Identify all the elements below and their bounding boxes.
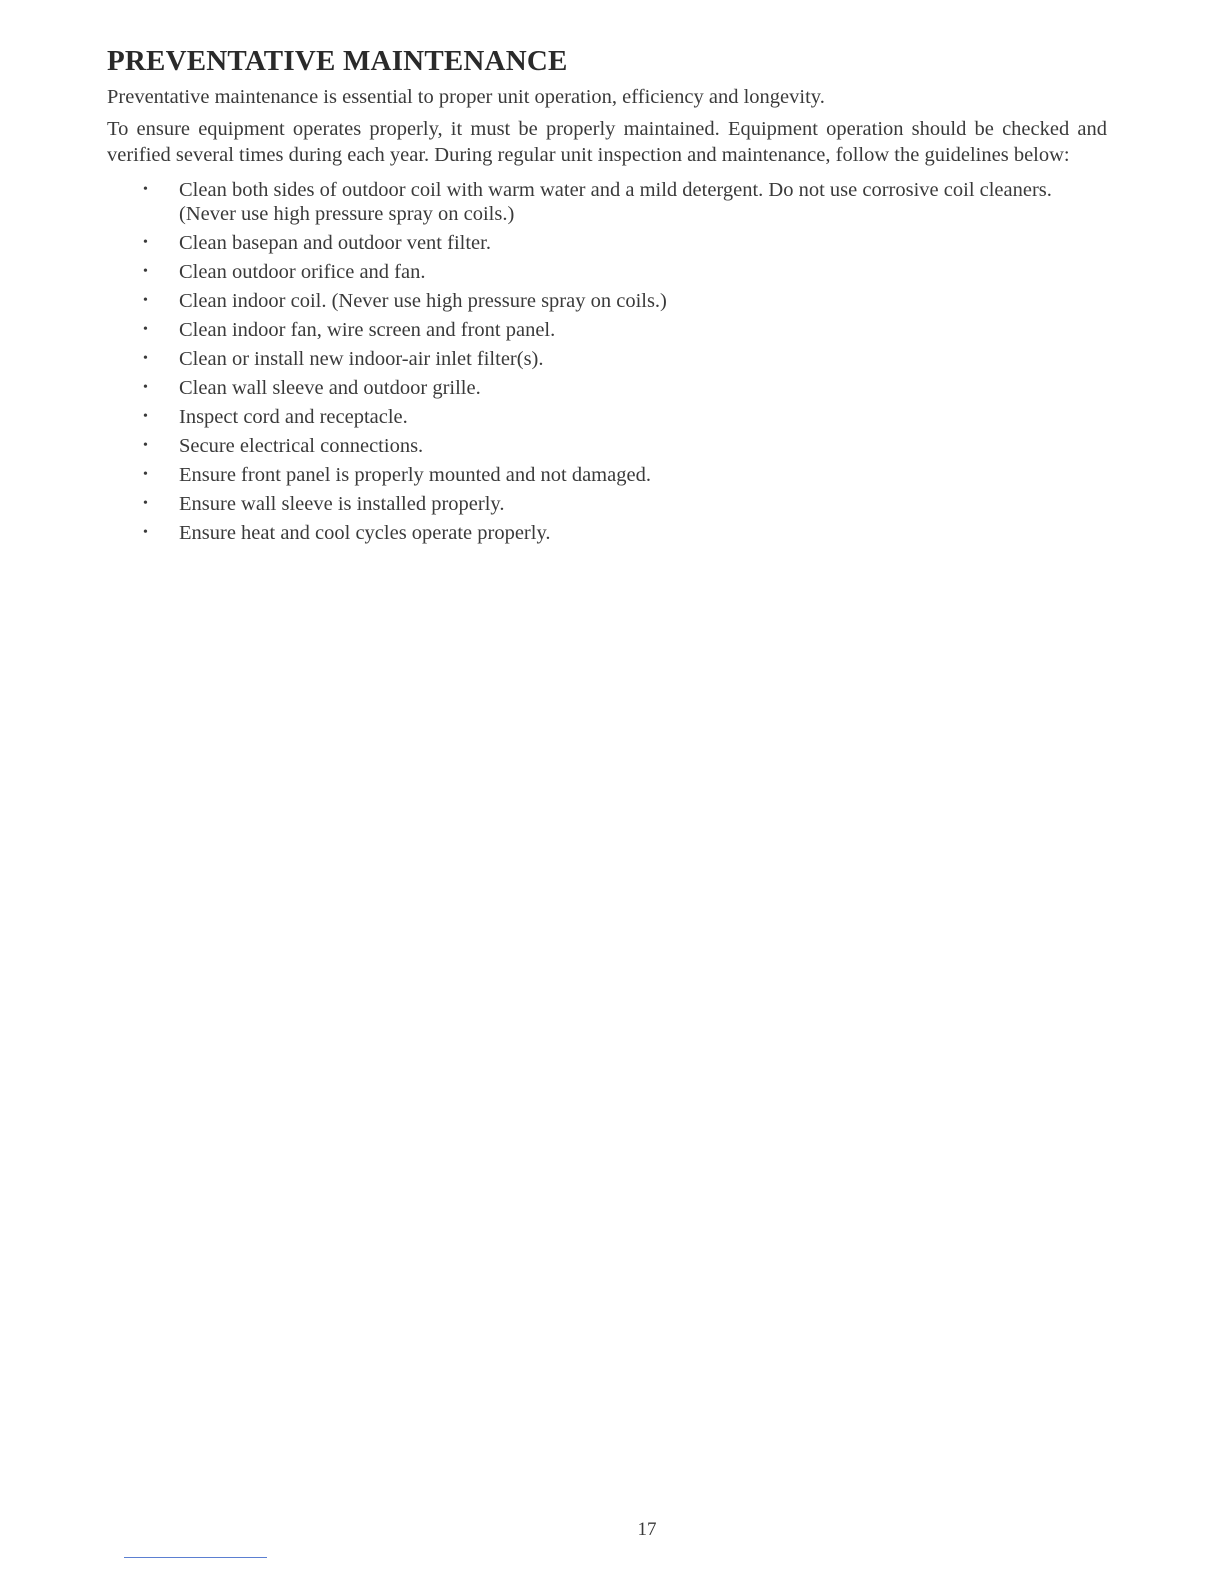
page-content bbox=[107, 44, 1107, 550]
instructions-paragraph: To ensure equipment operates properly, it must be properly maintained. Equipment operation should be checked and verified several times during each year. During regular unit inspection and maintenance, follow the guidelines below: bbox=[107, 118, 1107, 166]
bullet-icon: • bbox=[143, 467, 148, 482]
bullet-icon: • bbox=[143, 525, 148, 540]
list-item bbox=[107, 178, 1107, 226]
bullet-icon: • bbox=[143, 438, 148, 453]
list-item-text: Ensure heat and cool cycles operate properly. bbox=[179, 522, 551, 544]
bullet-icon: • bbox=[143, 351, 148, 366]
page-number: 17 bbox=[637, 1519, 657, 1540]
list-item-text: Clean basepan and outdoor vent filter. bbox=[179, 232, 491, 254]
intro-paragraph: Preventative maintenance is essential to proper unit operation, efficiency and longevity. bbox=[107, 86, 825, 108]
list-item-text: Ensure front panel is properly mounted and not damaged. bbox=[179, 464, 651, 486]
page-title: PREVENTATIVE MAINTENANCE bbox=[107, 45, 568, 77]
list-item-text: Clean outdoor orifice and fan. bbox=[179, 261, 426, 283]
list-item-text: Clean wall sleeve and outdoor grille. bbox=[179, 377, 481, 399]
bullet-icon: • bbox=[143, 264, 148, 279]
bullet-icon: • bbox=[143, 409, 148, 424]
list-item-text: Clean or install new indoor-air inlet filter(s). bbox=[179, 348, 544, 370]
bullet-icon: • bbox=[143, 380, 148, 395]
list-item bbox=[107, 260, 1107, 284]
bullet-icon: • bbox=[143, 235, 148, 250]
list-item-text: Inspect cord and receptacle. bbox=[179, 406, 408, 428]
bullet-icon: • bbox=[143, 293, 148, 308]
list-item-text: Clean indoor fan, wire screen and front panel. bbox=[179, 319, 556, 341]
list-item-text: Secure electrical connections. bbox=[179, 435, 424, 457]
list-item bbox=[107, 463, 1107, 487]
list-item bbox=[107, 405, 1107, 429]
list-item-text: Clean both sides of outdoor coil with warm water and a mild detergent. Do not use corrosive coil cleaners. (Never use high pressure spray on coils.) bbox=[179, 179, 1052, 225]
list-item-text: Ensure wall sleeve is installed properly. bbox=[179, 493, 505, 515]
list-item bbox=[107, 434, 1107, 458]
maintenance-checklist bbox=[107, 178, 1107, 545]
list-item bbox=[107, 492, 1107, 516]
list-item-text: Clean indoor coil. (Never use high pressure spray on coils.) bbox=[179, 290, 667, 312]
bullet-icon: • bbox=[143, 322, 148, 337]
footer-divider bbox=[124, 1557, 267, 1558]
bullet-icon: • bbox=[143, 182, 148, 197]
list-item bbox=[107, 318, 1107, 342]
bullet-icon: • bbox=[143, 496, 148, 511]
list-item bbox=[107, 376, 1107, 400]
list-item bbox=[107, 521, 1107, 545]
list-item bbox=[107, 231, 1107, 255]
list-item bbox=[107, 289, 1107, 313]
list-item bbox=[107, 347, 1107, 371]
